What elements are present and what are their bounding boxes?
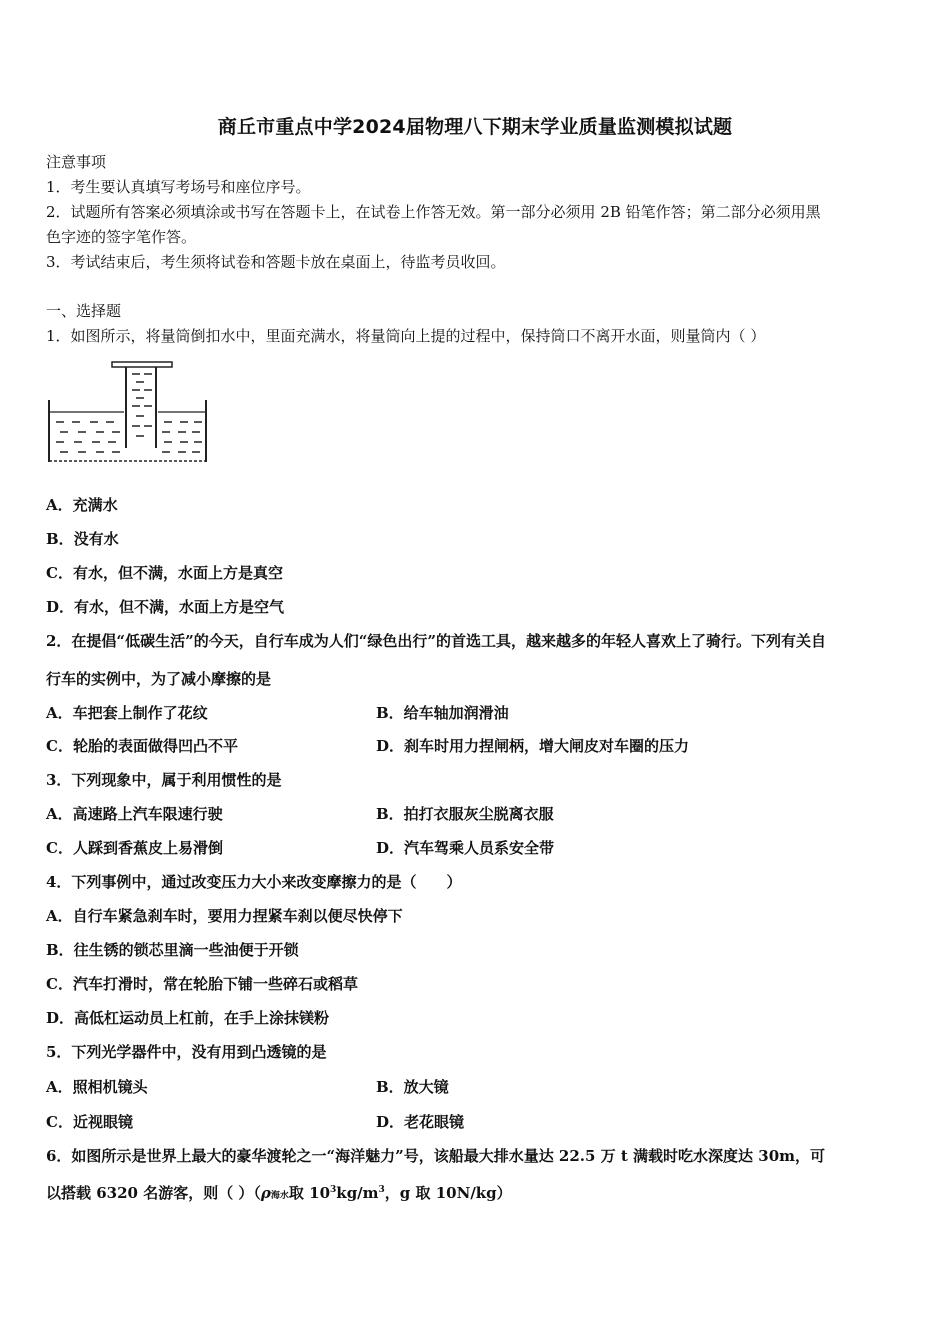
question-4-stem: 4．下列事例中，通过改变压力大小来改变摩擦力的是（ ）	[46, 873, 462, 891]
question-5-option-b: B．放大镜	[376, 1078, 449, 1096]
question-4-option-b: B．往生锈的锁芯里滴一些油便于开锁	[46, 941, 299, 959]
question-1-option-d: D．有水，但不满，水面上方是空气	[46, 598, 285, 616]
q6-text-c: kg/m	[336, 1184, 379, 1202]
notice-heading: 注意事项	[46, 153, 107, 171]
notice-item: 3．考试结束后，考生须将试卷和答题卡放在桌面上，待监考员收回。	[46, 253, 506, 271]
question-3-option-a: A．高速路上汽车限速行驶	[46, 805, 223, 823]
question-1-stem: 1．如图所示，将量筒倒扣水中，里面充满水，将量筒向上提的过程中，保持筒口不离开水面，则量筒内（ ）	[46, 327, 766, 345]
question-2-option-d: D．刹车时用力捏闸柄，增大闸皮对车圈的压力	[376, 737, 690, 755]
notice-item: 色字迹的签字笔作答。	[46, 228, 197, 246]
question-3-option-c: C．人踩到香蕉皮上易滑倒	[46, 839, 223, 857]
question-2-option-c: C．轮胎的表面做得凹凸不平	[46, 737, 238, 755]
question-2-stem: 2．在提倡“低碳生活”的今天，自行车成为人们“绿色出行”的首选工具，越来越多的年轻人喜欢上了骑行。下列有关自	[46, 632, 826, 650]
question-5-stem: 5．下列光学器件中，没有用到凸透镜的是	[46, 1043, 327, 1061]
question-4-option-d: D．高低杠运动员上杠前，在手上涂抹镁粉	[46, 1009, 330, 1027]
exponent: 3	[378, 1185, 385, 1195]
notice-item: 2．试题所有答案必须填涂或书写在答题卡上，在试卷上作答无效。第一部分必须用 2B 铅笔作答；第二部分必须用黑	[46, 203, 821, 221]
question-5-option-a: A．照相机镜头	[46, 1078, 148, 1096]
page-title: 商丘市重点中学2024届物理八下期末学业质量监测模拟试题	[217, 116, 733, 138]
section-heading: 一、选择题	[46, 302, 122, 320]
notice-item: 1．考生要认真填写考场号和座位序号。	[46, 178, 311, 196]
question-5-option-d: D．老花眼镜	[376, 1113, 465, 1131]
exponent: 3	[330, 1185, 337, 1195]
cylinder-in-water-figure	[46, 360, 216, 466]
question-4-option-c: C．汽车打滑时，常在轮胎下铺一些碎石或稻草	[46, 975, 358, 993]
question-3-option-d: D．汽车驾乘人员系安全带	[376, 839, 555, 857]
question-3-option-b: B．拍打衣服灰尘脱离衣服	[376, 805, 554, 823]
rho-symbol: ρ	[260, 1184, 271, 1202]
question-2-option-b: B．给车轴加润滑油	[376, 704, 509, 722]
question-2-option-a: A．车把套上制作了花纹	[46, 704, 208, 722]
q6-text-b: 取 10	[288, 1184, 331, 1202]
question-6-stem-cont	[46, 1183, 512, 1206]
question-5-option-c: C．近视眼镜	[46, 1113, 133, 1131]
question-1-option-a: A．充满水	[46, 496, 118, 514]
q6-text-d: ，g 取 10N/kg）	[384, 1184, 512, 1202]
q6-text-a: 以搭载 6320 名游客，则（ ）（	[46, 1184, 261, 1202]
question-1-option-c: C．有水，但不满，水面上方是真空	[46, 564, 283, 582]
question-1-option-b: B．没有水	[46, 530, 119, 548]
question-4-option-a: A．自行车紧急刹车时，要用力捏紧车刹以便尽快停下	[46, 907, 403, 925]
question-2-stem-cont: 行车的实例中，为了减小摩擦的是	[46, 670, 272, 688]
question-3-stem: 3．下列现象中，属于利用惯性的是	[46, 771, 282, 789]
rho-subscript: 海水	[270, 1191, 289, 1201]
question-6-stem: 6．如图所示是世界上最大的豪华渡轮之一“海洋魅力”号，该船最大排水量达 22.5 万 t 满载时吃水深度达 30m，可	[46, 1147, 826, 1165]
